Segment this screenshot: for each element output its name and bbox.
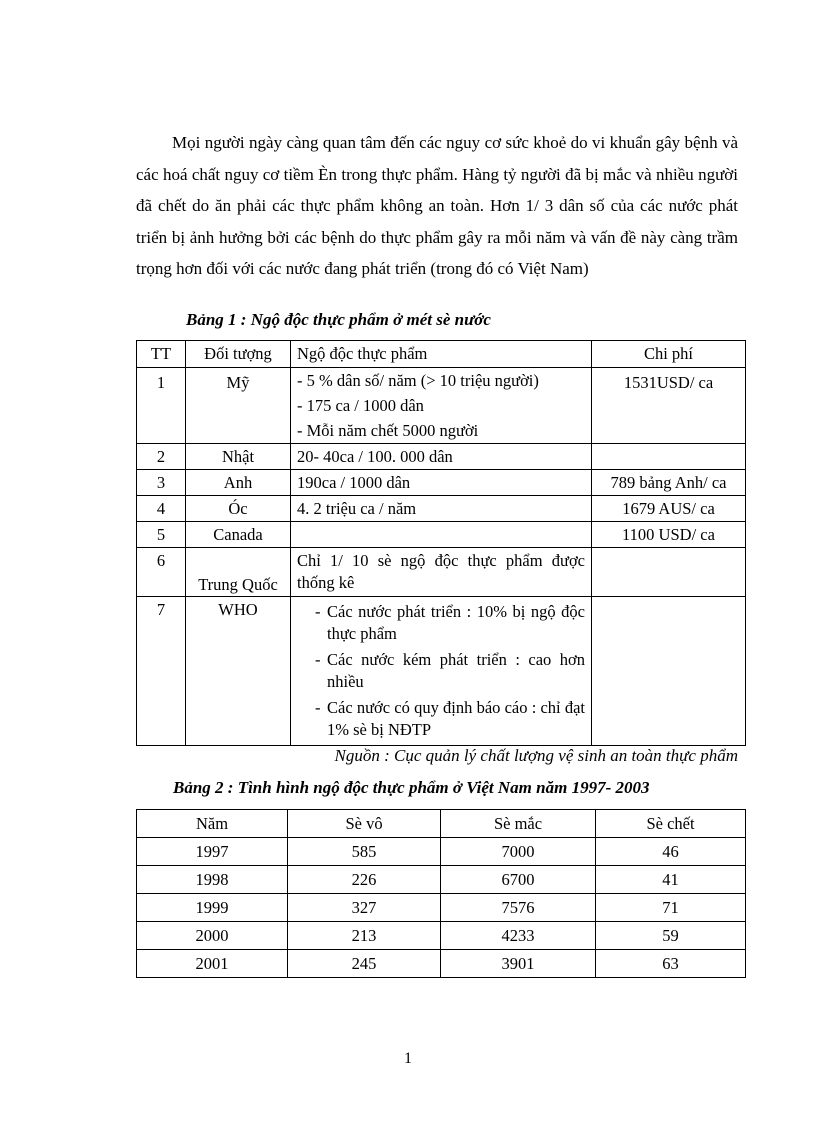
cell-affected: 3901 xyxy=(441,950,596,978)
who-list xyxy=(297,601,585,741)
cell-affected: 6700 xyxy=(441,866,596,894)
cell-year: 1997 xyxy=(137,838,288,866)
cell-line: - Mỗi năm chết 5000 người xyxy=(297,421,479,440)
cell-tt: 6 xyxy=(137,548,186,597)
cell-ngo-doc xyxy=(291,597,592,746)
cell-doi-tuong: Anh xyxy=(186,470,291,496)
table-row xyxy=(137,922,746,950)
table2-caption: Bảng 2 : Tình hình ngộ độc thực phẩm ở Việt Nam năm 1997- 2003 xyxy=(173,778,650,797)
table-row xyxy=(137,838,746,866)
cell-doi-tuong: Mỹ xyxy=(186,368,291,444)
cell-deaths: 71 xyxy=(596,894,746,922)
list-item: - Các nước phát triển : 10% bị ngộ độc thực phẩm xyxy=(327,601,585,645)
list-item: - Các nước có quy định báo cáo : chỉ đạt 1% sè bị NĐTP xyxy=(327,697,585,741)
cell-tt: 3 xyxy=(137,470,186,496)
header-tt: TT xyxy=(137,341,186,368)
cell-chi-phi: 1531USD/ ca xyxy=(592,368,746,444)
cell-cases: 226 xyxy=(288,866,441,894)
cell-doi-tuong: Trung Quốc xyxy=(186,548,291,597)
header-so-chet: Sè chết xyxy=(596,810,746,838)
cell-ngo-doc: 4. 2 triệu ca / năm xyxy=(291,496,592,522)
cell-doi-tuong: WHO xyxy=(186,597,291,746)
cell-year: 2001 xyxy=(137,950,288,978)
cell-year: 1998 xyxy=(137,866,288,894)
cell-affected: 7576 xyxy=(441,894,596,922)
cell-line: - 5 % dân số/ năm (> 10 triệu người) xyxy=(297,371,539,390)
cell-ngo-doc: Chỉ 1/ 10 sè ngộ độc thực phẩm được thống kê xyxy=(291,548,592,597)
table-row xyxy=(137,950,746,978)
food-poisoning-by-country-table xyxy=(136,340,746,746)
cell-deaths: 59 xyxy=(596,922,746,950)
cell-ngo-doc xyxy=(291,522,592,548)
header-so-mac: Sè mắc xyxy=(441,810,596,838)
cell-line: - 175 ca / 1000 dân xyxy=(297,396,424,415)
cell-cases: 245 xyxy=(288,950,441,978)
cell-cases: 213 xyxy=(288,922,441,950)
table-row xyxy=(137,496,746,522)
header-nam: Năm xyxy=(137,810,288,838)
cell-doi-tuong: Nhật xyxy=(186,444,291,470)
header-so-vu: Sè vô xyxy=(288,810,441,838)
cell-tt: 7 xyxy=(137,597,186,746)
page-number: 1 xyxy=(404,1050,412,1067)
cell-chi-phi xyxy=(592,548,746,597)
cell-cases: 585 xyxy=(288,838,441,866)
cell-chi-phi: 1100 USD/ ca xyxy=(592,522,746,548)
table-row xyxy=(137,368,746,444)
vietnam-food-poisoning-table xyxy=(136,809,746,978)
cell-ngo-doc: 20- 40ca / 100. 000 dân xyxy=(291,444,592,470)
header-ngo-doc: Ngộ độc thực phẩm xyxy=(291,341,592,368)
cell-affected: 7000 xyxy=(441,838,596,866)
cell-deaths: 63 xyxy=(596,950,746,978)
cell-chi-phi: 1679 AUS/ ca xyxy=(592,496,746,522)
cell-tt: 4 xyxy=(137,496,186,522)
cell-year: 1999 xyxy=(137,894,288,922)
intro-paragraph: Mọi người ngày càng quan tâm đến các nguy cơ sức khoẻ do vi khuẩn gây bệnh và các hoá chất nguy cơ tiềm Èn trong thực phẩm. Hàng tỷ người đã bị mắc và nhiều người đã chết do ăn phải các thực phẩm không an toàn. Hơn 1/ 3 dân số của các nước phát triển bị ảnh hưởng bởi các bệnh do thực phẩm gây ra mỗi năm và vấn đề này càng trầm trọng hơn đối với các nước đang phát triển (trong đó có Việt Nam) xyxy=(136,133,738,279)
cell-chi-phi xyxy=(592,597,746,746)
cell-ngo-doc xyxy=(291,368,592,444)
list-item: - Các nước kém phát triển : cao hơn nhiều xyxy=(327,649,585,693)
table-row xyxy=(137,894,746,922)
cell-deaths: 41 xyxy=(596,866,746,894)
table-row xyxy=(137,470,746,496)
header-doi-tuong: Đối tượng xyxy=(186,341,291,368)
table-header-row xyxy=(137,810,746,838)
table-row xyxy=(137,866,746,894)
header-chi-phi: Chi phí xyxy=(592,341,746,368)
cell-tt: 2 xyxy=(137,444,186,470)
cell-chi-phi: 789 bảng Anh/ ca xyxy=(592,470,746,496)
cell-chi-phi xyxy=(592,444,746,470)
table-row xyxy=(137,597,746,746)
table-row xyxy=(137,444,746,470)
cell-ngo-doc: 190ca / 1000 dân xyxy=(291,470,592,496)
table-header-row xyxy=(137,341,746,368)
table1-caption: Bảng 1 : Ngộ độc thực phẩm ở mét sè nước xyxy=(186,310,491,329)
cell-deaths: 46 xyxy=(596,838,746,866)
table-row xyxy=(137,522,746,548)
cell-affected: 4233 xyxy=(441,922,596,950)
cell-doi-tuong: Canada xyxy=(186,522,291,548)
table1-source: Nguồn : Cục quản lý chất lượng vệ sinh an toàn thực phẩm xyxy=(334,746,738,765)
cell-year: 2000 xyxy=(137,922,288,950)
cell-cases: 327 xyxy=(288,894,441,922)
table-row xyxy=(137,548,746,597)
cell-tt: 5 xyxy=(137,522,186,548)
cell-tt: 1 xyxy=(137,368,186,444)
cell-doi-tuong: Óc xyxy=(186,496,291,522)
